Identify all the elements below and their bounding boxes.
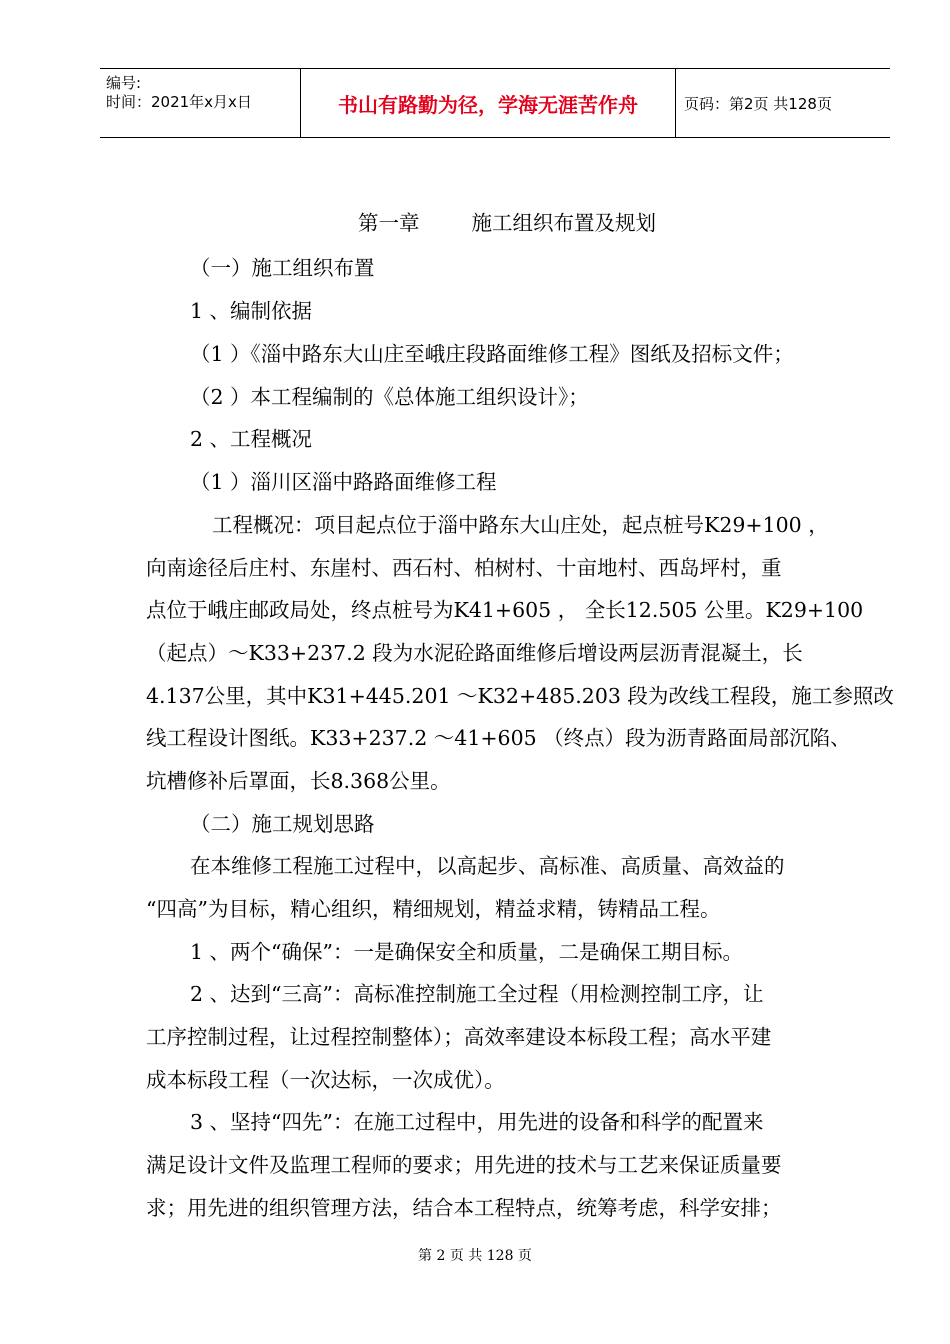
body-line: 坑槽修补后罩面，长8.368公里。 — [146, 769, 451, 793]
body-line: 满足设计文件及监理工程师的要求；用先进的技术与工艺来保证质量要 — [146, 1153, 782, 1177]
body-line: 点位于峨庄邮政局处，终点桩号为K41+605 ， 全长12.505 公里。K29+100 — [146, 598, 864, 622]
serial-label: 编号: — [106, 74, 142, 92]
section-heading: （二）施工规划思路 — [190, 812, 375, 836]
page-info: 页码：第2页 共128页 — [684, 94, 832, 113]
page-footer: 第 2 页 共 128 页 — [418, 1248, 532, 1264]
body-line: 3 、坚持“四先”：在施工过程中，用先进的设备和科学的配置来 — [190, 1110, 764, 1134]
body-line: 2 、达到“三高”：高标准控制施工全过程（用检测控制工序，让 — [190, 982, 764, 1006]
subsection-heading: 1 、编制依据 — [190, 299, 313, 323]
body-line: “四高”为目标，精心组织，精细规划，精益求精，铸精品工程。 — [146, 897, 721, 921]
header-motto-cell — [301, 69, 676, 137]
chapter-title — [358, 208, 656, 238]
body-line: 成本标段工程（一次达标，一次成优）。 — [146, 1068, 505, 1092]
body-line: 求；用先进的组织管理方法，结合本工程特点，统筹考虑，科学安排； — [146, 1196, 782, 1220]
body-line: 4.137公里，其中K31+445.201 ～K32+485.203 段为改线工程段，施工参照改 — [146, 684, 894, 708]
body-line: 向南途径后庄村、东崖村、西石村、柏树村、十亩地村、西岛坪村，重 — [146, 556, 782, 580]
body-line: 线工程设计图纸。K33+237.2 ～41+605 （终点）段为沥青路面局部沉陷、 — [146, 726, 851, 750]
body-line: 1 、两个“确保”：一是确保安全和质量，二是确保工期目标。 — [190, 940, 744, 964]
chapter-number: 第一章 — [358, 211, 420, 235]
chapter-heading: 施工组织布置及规划 — [471, 211, 656, 235]
section-heading: （一）施工组织布置 — [190, 256, 375, 280]
subsection-heading: 2 、工程概况 — [190, 427, 313, 451]
body-line: 在本维修工程施工过程中，以高起步、高标准、高质量、高效益的 — [190, 854, 785, 878]
time-label: 时间：2021年x月x日 — [106, 93, 252, 111]
header-page-cell — [676, 69, 890, 137]
body-line: （1 ）《淄中路东大山庄至峨庄段路面维修工程》图纸及招标文件； — [190, 342, 794, 366]
motto-text: 书山有路勤为径，学海无涯苦作舟 — [338, 92, 638, 117]
body-line: （起点）～K33+237.2 段为水泥砼路面维修后增设两层沥青混凝土，长 — [146, 641, 803, 665]
body-line: 工程概况：项目起点位于淄中路东大山庄处，起点桩号K29+100 ， — [212, 513, 829, 537]
body-line: （2 ）本工程编制的《总体施工组织设计》； — [190, 385, 589, 409]
header-meta-cell — [100, 69, 301, 137]
body-line: 工序控制过程，让过程控制整体）；高效率建设本标段工程；高水平建 — [146, 1025, 772, 1049]
page-header — [100, 68, 890, 138]
body-line: （1 ）淄川区淄中路路面维修工程 — [190, 470, 497, 494]
